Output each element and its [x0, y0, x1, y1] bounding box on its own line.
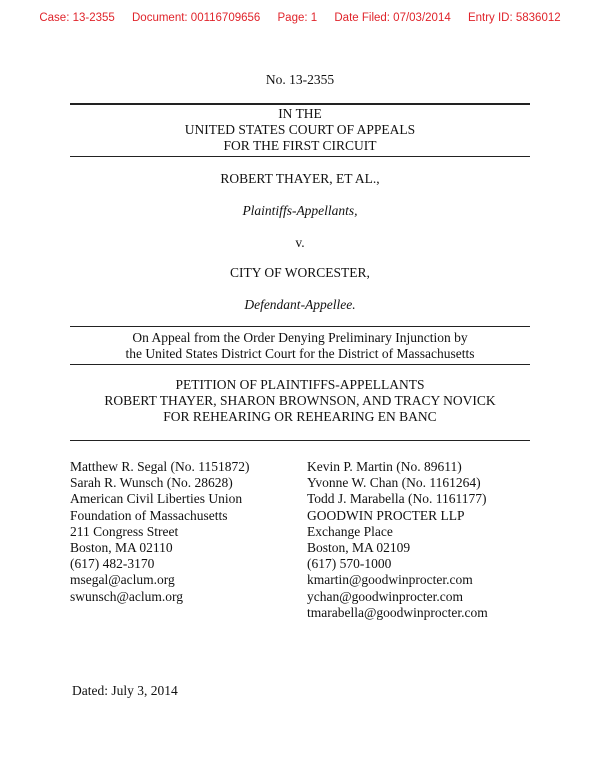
counsel-right-email: tmarabella@goodwinprocter.com [307, 604, 488, 620]
ecf-header [0, 12, 600, 24]
counsel-left [70, 459, 249, 605]
header-entry-id: Entry ID: 5836012 [467, 12, 561, 24]
header-document: Document: 00116709656 [132, 12, 261, 24]
dated-line: Dated: July 3, 2014 [72, 683, 178, 698]
case-number: No. 13-2355 [265, 72, 335, 87]
petition-rule [70, 440, 530, 441]
counsel-right-line: Boston, MA 02109 [307, 540, 411, 556]
counsel-right-line: Kevin P. Martin (No. 89611) [307, 459, 462, 474]
appeal-bottom-rule [70, 364, 530, 365]
plaintiffs-name: ROBERT THAYER, ET AL., [220, 171, 380, 186]
court-block [0, 106, 600, 154]
counsel-right-line: (617) 570-1000 [307, 556, 392, 572]
counsel-left-line: Matthew R. Segal (No. 1151872) [70, 459, 250, 474]
plaintiffs-role: Plaintiffs-Appellants, [242, 203, 358, 218]
appeal-block [0, 330, 600, 362]
counsel-left-line: 211 Congress Street [70, 523, 179, 539]
court-line: IN THE [278, 106, 322, 121]
court-rule [70, 156, 530, 157]
appeal-line: On Appeal from the Order Denying Preliminary Injunction by [132, 330, 468, 345]
versus: v. [295, 235, 305, 250]
counsel-right-line: Exchange Place [307, 523, 393, 539]
counsel-left-line: American Civil Liberties Union [70, 491, 243, 507]
counsel-left-email: swunsch@aclum.org [70, 588, 184, 604]
counsel-left-line: Boston, MA 02110 [70, 540, 173, 556]
defendant-role: Defendant-Appellee. [244, 297, 356, 312]
counsel-right-email: ychan@goodwinprocter.com [307, 588, 464, 604]
counsel-right-line: Yvonne W. Chan (No. 1161264) [307, 475, 481, 491]
header-page: Page: 1 [277, 12, 318, 24]
counsel-right-email: kmartin@goodwinprocter.com [307, 572, 473, 588]
defendant-name: CITY OF WORCESTER, [230, 265, 370, 280]
petition-line: PETITION OF PLAINTIFFS-APPELLANTS [175, 377, 425, 392]
counsel-right-line: GOODWIN PROCTER LLP [307, 507, 465, 523]
petition-line: FOR REHEARING OR REHEARING EN BANC [163, 409, 437, 424]
counsel-right-line: Todd J. Marabella (No. 1161177) [307, 491, 487, 507]
appeal-line: the United States District Court for the District of Massachusetts [125, 346, 475, 361]
header-case: Case: 13-2355 [39, 12, 115, 24]
appeal-top-rule [70, 326, 530, 327]
top-rule [70, 103, 530, 105]
counsel-left-line: Sarah R. Wunsch (No. 28628) [70, 475, 233, 491]
petition-line: ROBERT THAYER, SHARON BROWNSON, AND TRACY NOVICK [104, 393, 496, 408]
counsel-left-email: msegal@aclum.org [70, 572, 175, 588]
petition-title [0, 377, 600, 425]
court-line: FOR THE FIRST CIRCUIT [223, 138, 377, 153]
counsel-left-line: (617) 482-3170 [70, 556, 155, 572]
counsel-right [307, 459, 488, 621]
counsel-left-line: Foundation of Massachusetts [70, 507, 228, 523]
header-date-filed: Date Filed: 07/03/2014 [334, 12, 451, 24]
court-line: UNITED STATES COURT OF APPEALS [184, 122, 416, 137]
